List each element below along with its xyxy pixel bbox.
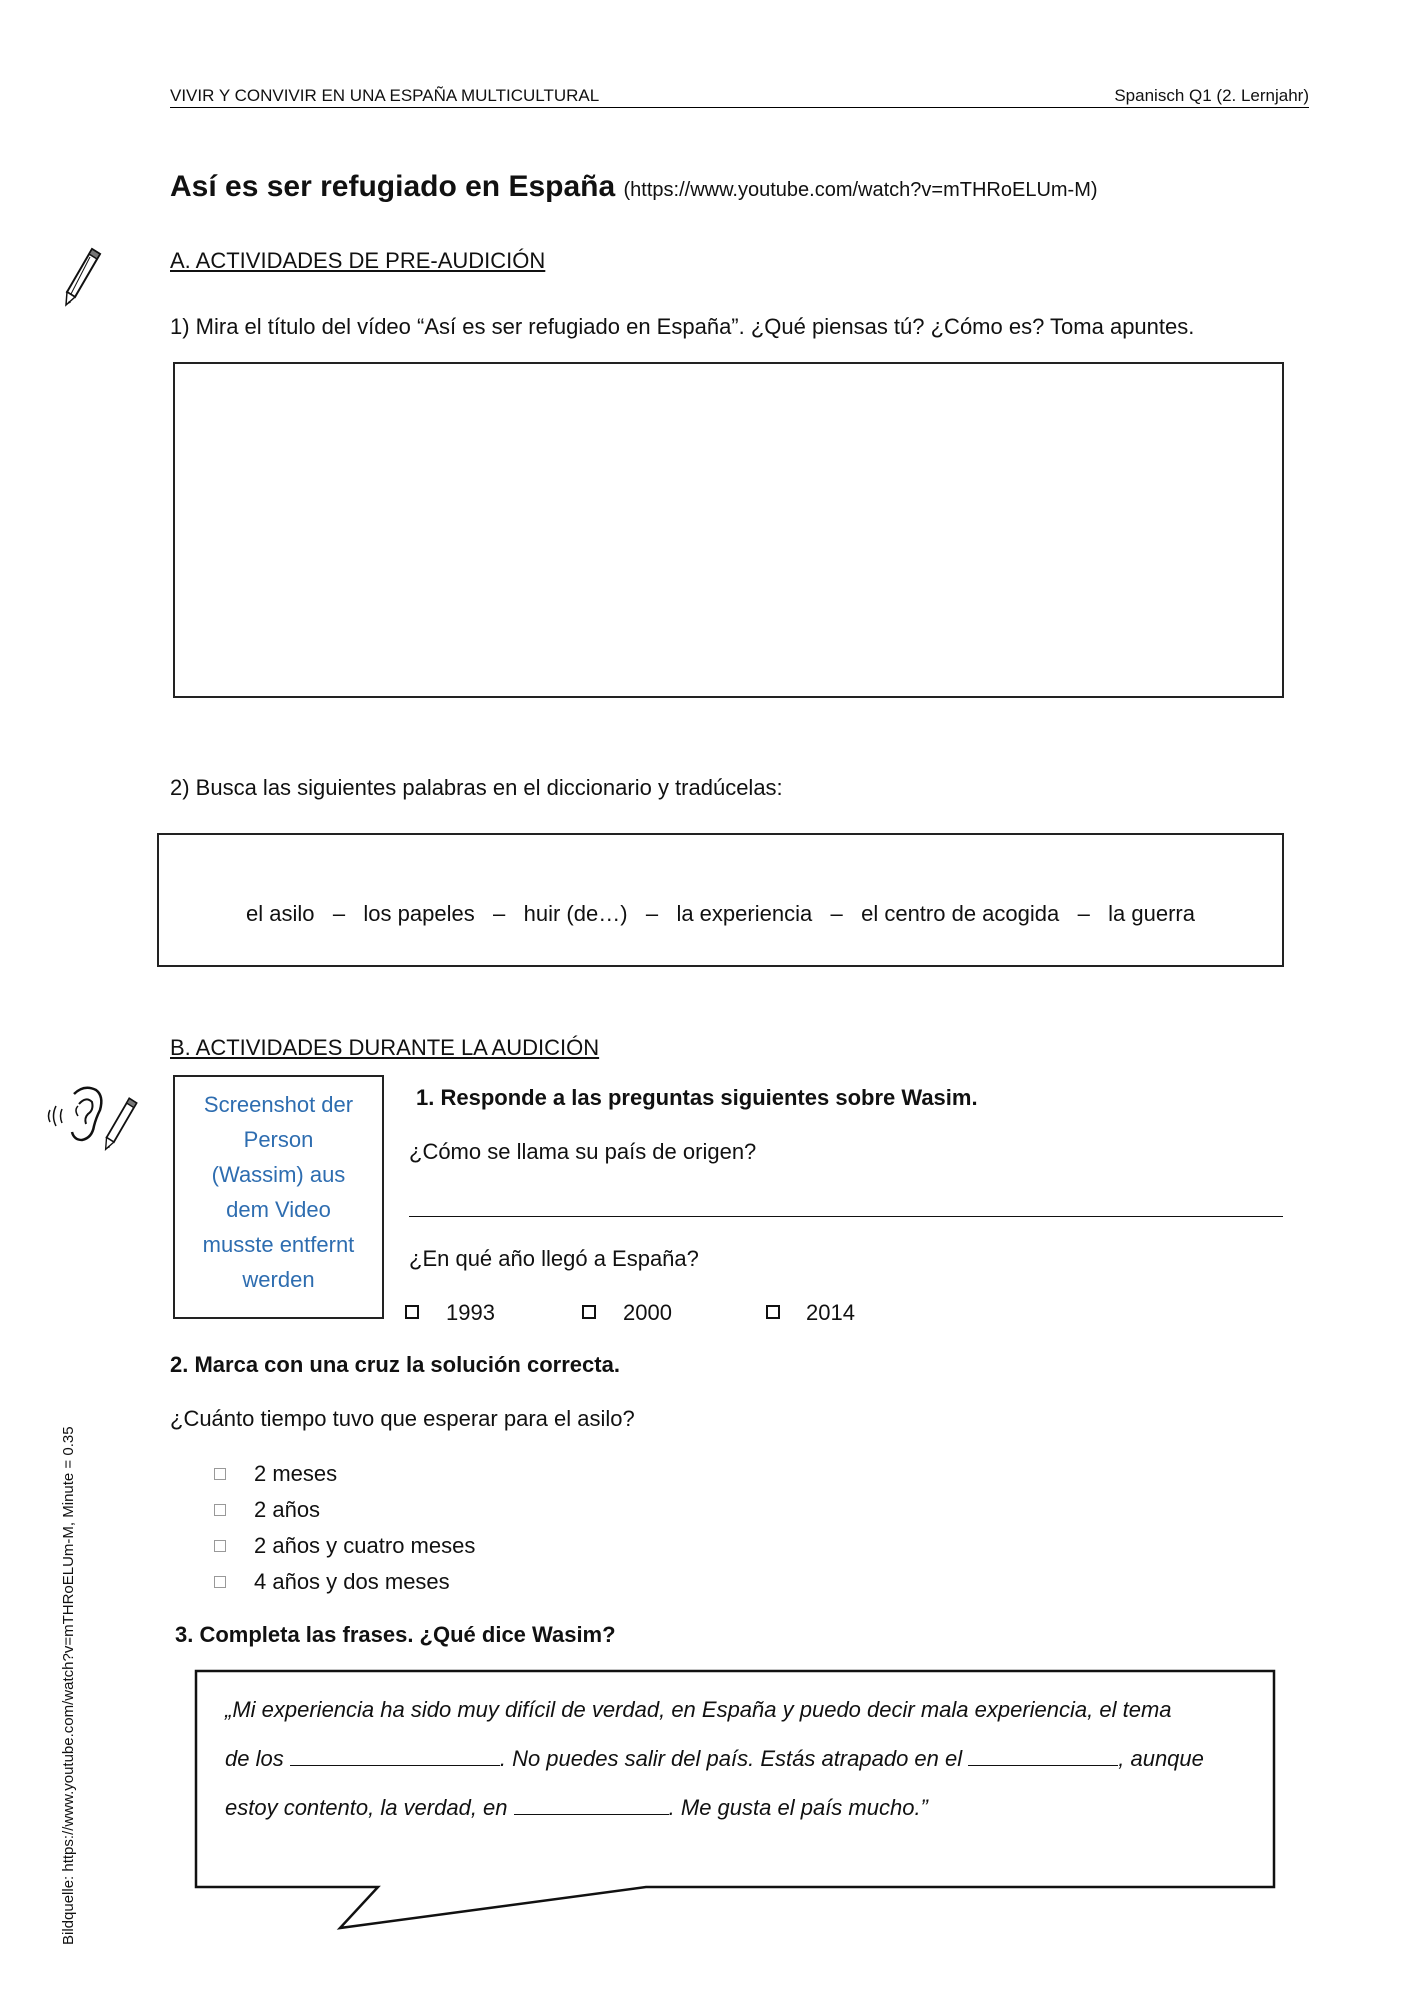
duration-option: 2 años y cuatro meses: [254, 1533, 476, 1558]
photo-placeholder-line: Screenshot der: [203, 1092, 354, 1117]
question-1: 1) Mira el título del vídeo “Así es ser refugiado en España”. ¿Qué piensas tú? ¿Cómo es? Toma apuntes.: [170, 314, 1195, 339]
quote-fragment: . Me gusta el país mucho.”: [668, 1795, 928, 1820]
duration-option: 2 años: [254, 1497, 321, 1522]
duration-option: 4 años y dos meses: [254, 1569, 450, 1594]
quote-line-2: [225, 1734, 1265, 1783]
quote-text: [225, 1685, 1265, 1832]
title-url: (https://www.youtube.com/watch?v=mTHRoELUm-M): [623, 179, 1098, 201]
year-option: 2014: [806, 1300, 855, 1325]
blank-centro[interactable]: [968, 1743, 1118, 1766]
header-right: Spanisch Q1 (2. Lernjahr): [1114, 86, 1309, 105]
vocabulary-words: el asilo – los papeles – huir (de…) – la experiencia – el centro de acogida – la guerra: [246, 901, 1195, 926]
image-source-note: Bildquelle: https://www.youtube.com/watch?v=mTHRoELUm-M, Minute = 0.35: [60, 1426, 77, 1945]
photo-placeholder-line: Person: [243, 1127, 314, 1152]
task-1-title: 1. Responde a las preguntas siguientes sobre Wasim.: [416, 1085, 978, 1110]
quote-line-3: [225, 1783, 1265, 1832]
photo-placeholder-line: (Wassim) aus: [211, 1162, 346, 1187]
photo-placeholder-line: dem Video: [226, 1197, 331, 1222]
year-option: 1993: [446, 1300, 495, 1325]
duration-option: 2 meses: [254, 1461, 338, 1486]
year-option: 2000: [623, 1300, 672, 1325]
quote-fragment: estoy contento, la verdad, en: [225, 1795, 508, 1820]
question-2: 2) Busca las siguientes palabras en el diccionario y tradúcelas:: [170, 775, 783, 800]
quote-fragment: , aunque: [1118, 1746, 1204, 1771]
photo-placeholder-line: werden: [242, 1267, 315, 1292]
photo-placeholder-line: musste entfernt: [202, 1232, 355, 1257]
task-3-title: 3. Completa las frases. ¿Qué dice Wasim?: [175, 1622, 616, 1647]
quote-fragment: de los: [225, 1746, 284, 1771]
quote-line-1: „Mi experiencia ha sido muy difícil de verdad, en España y puedo decir mala experiencia, el tema: [225, 1697, 1172, 1722]
task-2-title: 2. Marca con una cruz la solución correcta.: [170, 1352, 620, 1377]
quote-fragment: . No puedes salir del país. Estás atrapado en el: [499, 1746, 963, 1771]
question-year: ¿En qué año llegó a España?: [409, 1246, 699, 1271]
task-2-question: ¿Cuánto tiempo tuvo que esperar para el asilo?: [170, 1406, 635, 1431]
blank-papeles[interactable]: [290, 1743, 500, 1766]
header-left: VIVIR Y CONVIVIR EN UNA ESPAÑA MULTICULTURAL: [170, 86, 600, 105]
blank-espana[interactable]: [514, 1792, 669, 1815]
section-a-heading: A. ACTIVIDADES DE PRE-AUDICIÓN: [170, 248, 546, 273]
title-main: Así es ser refugiado en España: [170, 170, 616, 203]
question-country: ¿Cómo se llama su país de origen?: [409, 1139, 757, 1164]
section-b-heading: B. ACTIVIDADES DURANTE LA AUDICIÓN: [170, 1035, 600, 1060]
